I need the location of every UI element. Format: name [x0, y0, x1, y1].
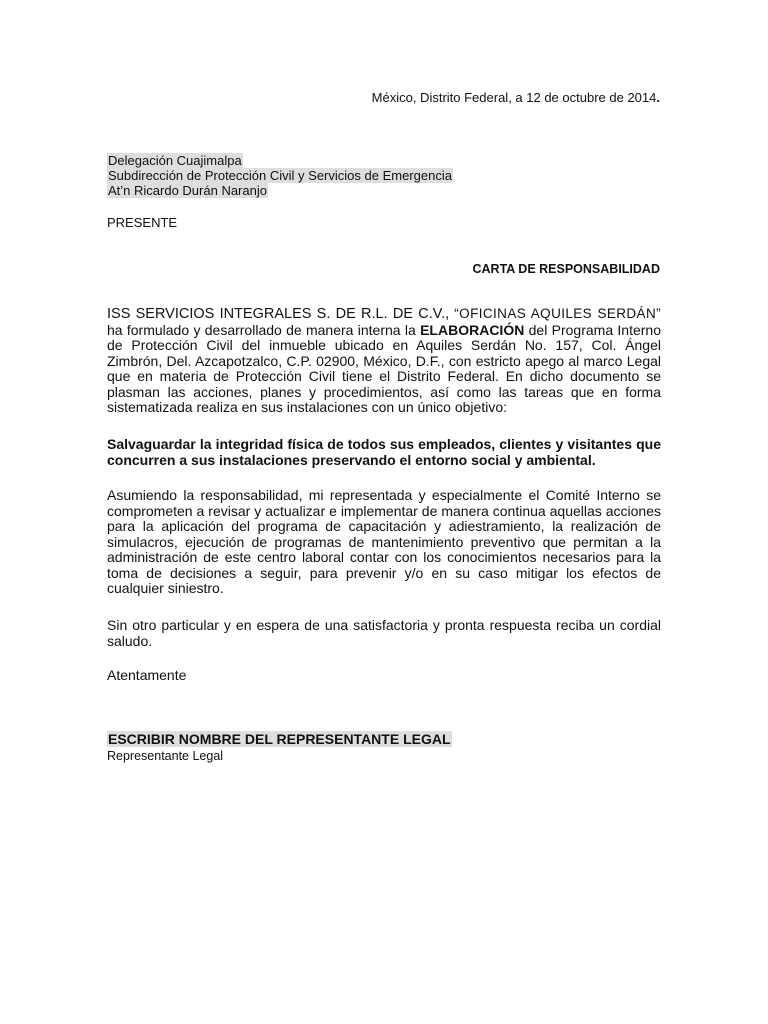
- signer-name: ESCRIBIR NOMBRE DEL REPRESENTANTE LEGAL: [108, 731, 451, 747]
- salutation-presente: PRESENTE: [107, 215, 178, 230]
- paragraph-3: Asumiendo la responsabilidad, mi representada y especialmente el Comité Interno se comprometen a revisar y actualizar e implementar de manera continua aquellas acciones para la aplicación del programa de capacitación y adiestramiento, la realización de simulacros, ejecución de programas de mantenimiento preventivo que permitan a la administración de este centro laboral contar con los conocimientos necesarios para la toma de decisiones a seguir, para prevenir y/o en su caso mitigar los efectos de cualquier siniestro.: [107, 487, 661, 596]
- paragraph-1: [107, 306, 661, 416]
- recipient-line-3: At’n Ricardo Durán Naranjo: [108, 183, 267, 198]
- paragraph-1-text-a: ha formulado y desarrollado de manera interna la: [107, 321, 416, 338]
- paragraph-1-bold: ELABORACIÓN: [420, 321, 525, 338]
- letter-subject: CARTA DE RESPONSABILIDAD: [472, 262, 660, 276]
- paragraph-1-text-b: del Programa Interno de Protección Civil del inmueble ubicado en Aquiles Serdán No. 157, Col. Ángel Zimbrón, Del. Azcapotzalco, C.P. 02900, México, D.F., con estricto apego al marco Legal que en materia de Protección Civil tiene el Distrito Federal. En dicho documento se plasman las acciones, planes y procedimientos, así como las tareas que en forma sistematizada realiza en sus instalaciones con un único objetivo:: [107, 321, 661, 415]
- office-name: “OFICINAS AQUILES SERDÁN”: [454, 306, 662, 321]
- recipient-line-1: Delegación Cuajimalpa: [108, 153, 242, 168]
- date-line: [372, 90, 660, 106]
- closing: Atentamente: [107, 667, 187, 683]
- date-period: .: [656, 90, 660, 105]
- paragraph-4: Sin otro particular y en espera de una satisfactoria y pronta respuesta reciba un cordial saludo.: [107, 617, 661, 649]
- date-text: México, Distrito Federal, a 12 de octubre de 2014: [371, 90, 657, 105]
- recipient-line-2: Subdirección de Protección Civil y Servicios de Emergencia: [108, 168, 452, 183]
- company-name: ISS SERVICIOS INTEGRALES S. DE R.L. DE C.V.,: [107, 306, 450, 322]
- paragraph-2-objective: Salvaguardar la integridad física de todos sus empleados, clientes y visitantes que concurren a sus instalaciones preservando el entorno social y ambiental.: [107, 436, 661, 468]
- signer-role: Representante Legal: [107, 749, 224, 763]
- recipient-block: [107, 153, 453, 198]
